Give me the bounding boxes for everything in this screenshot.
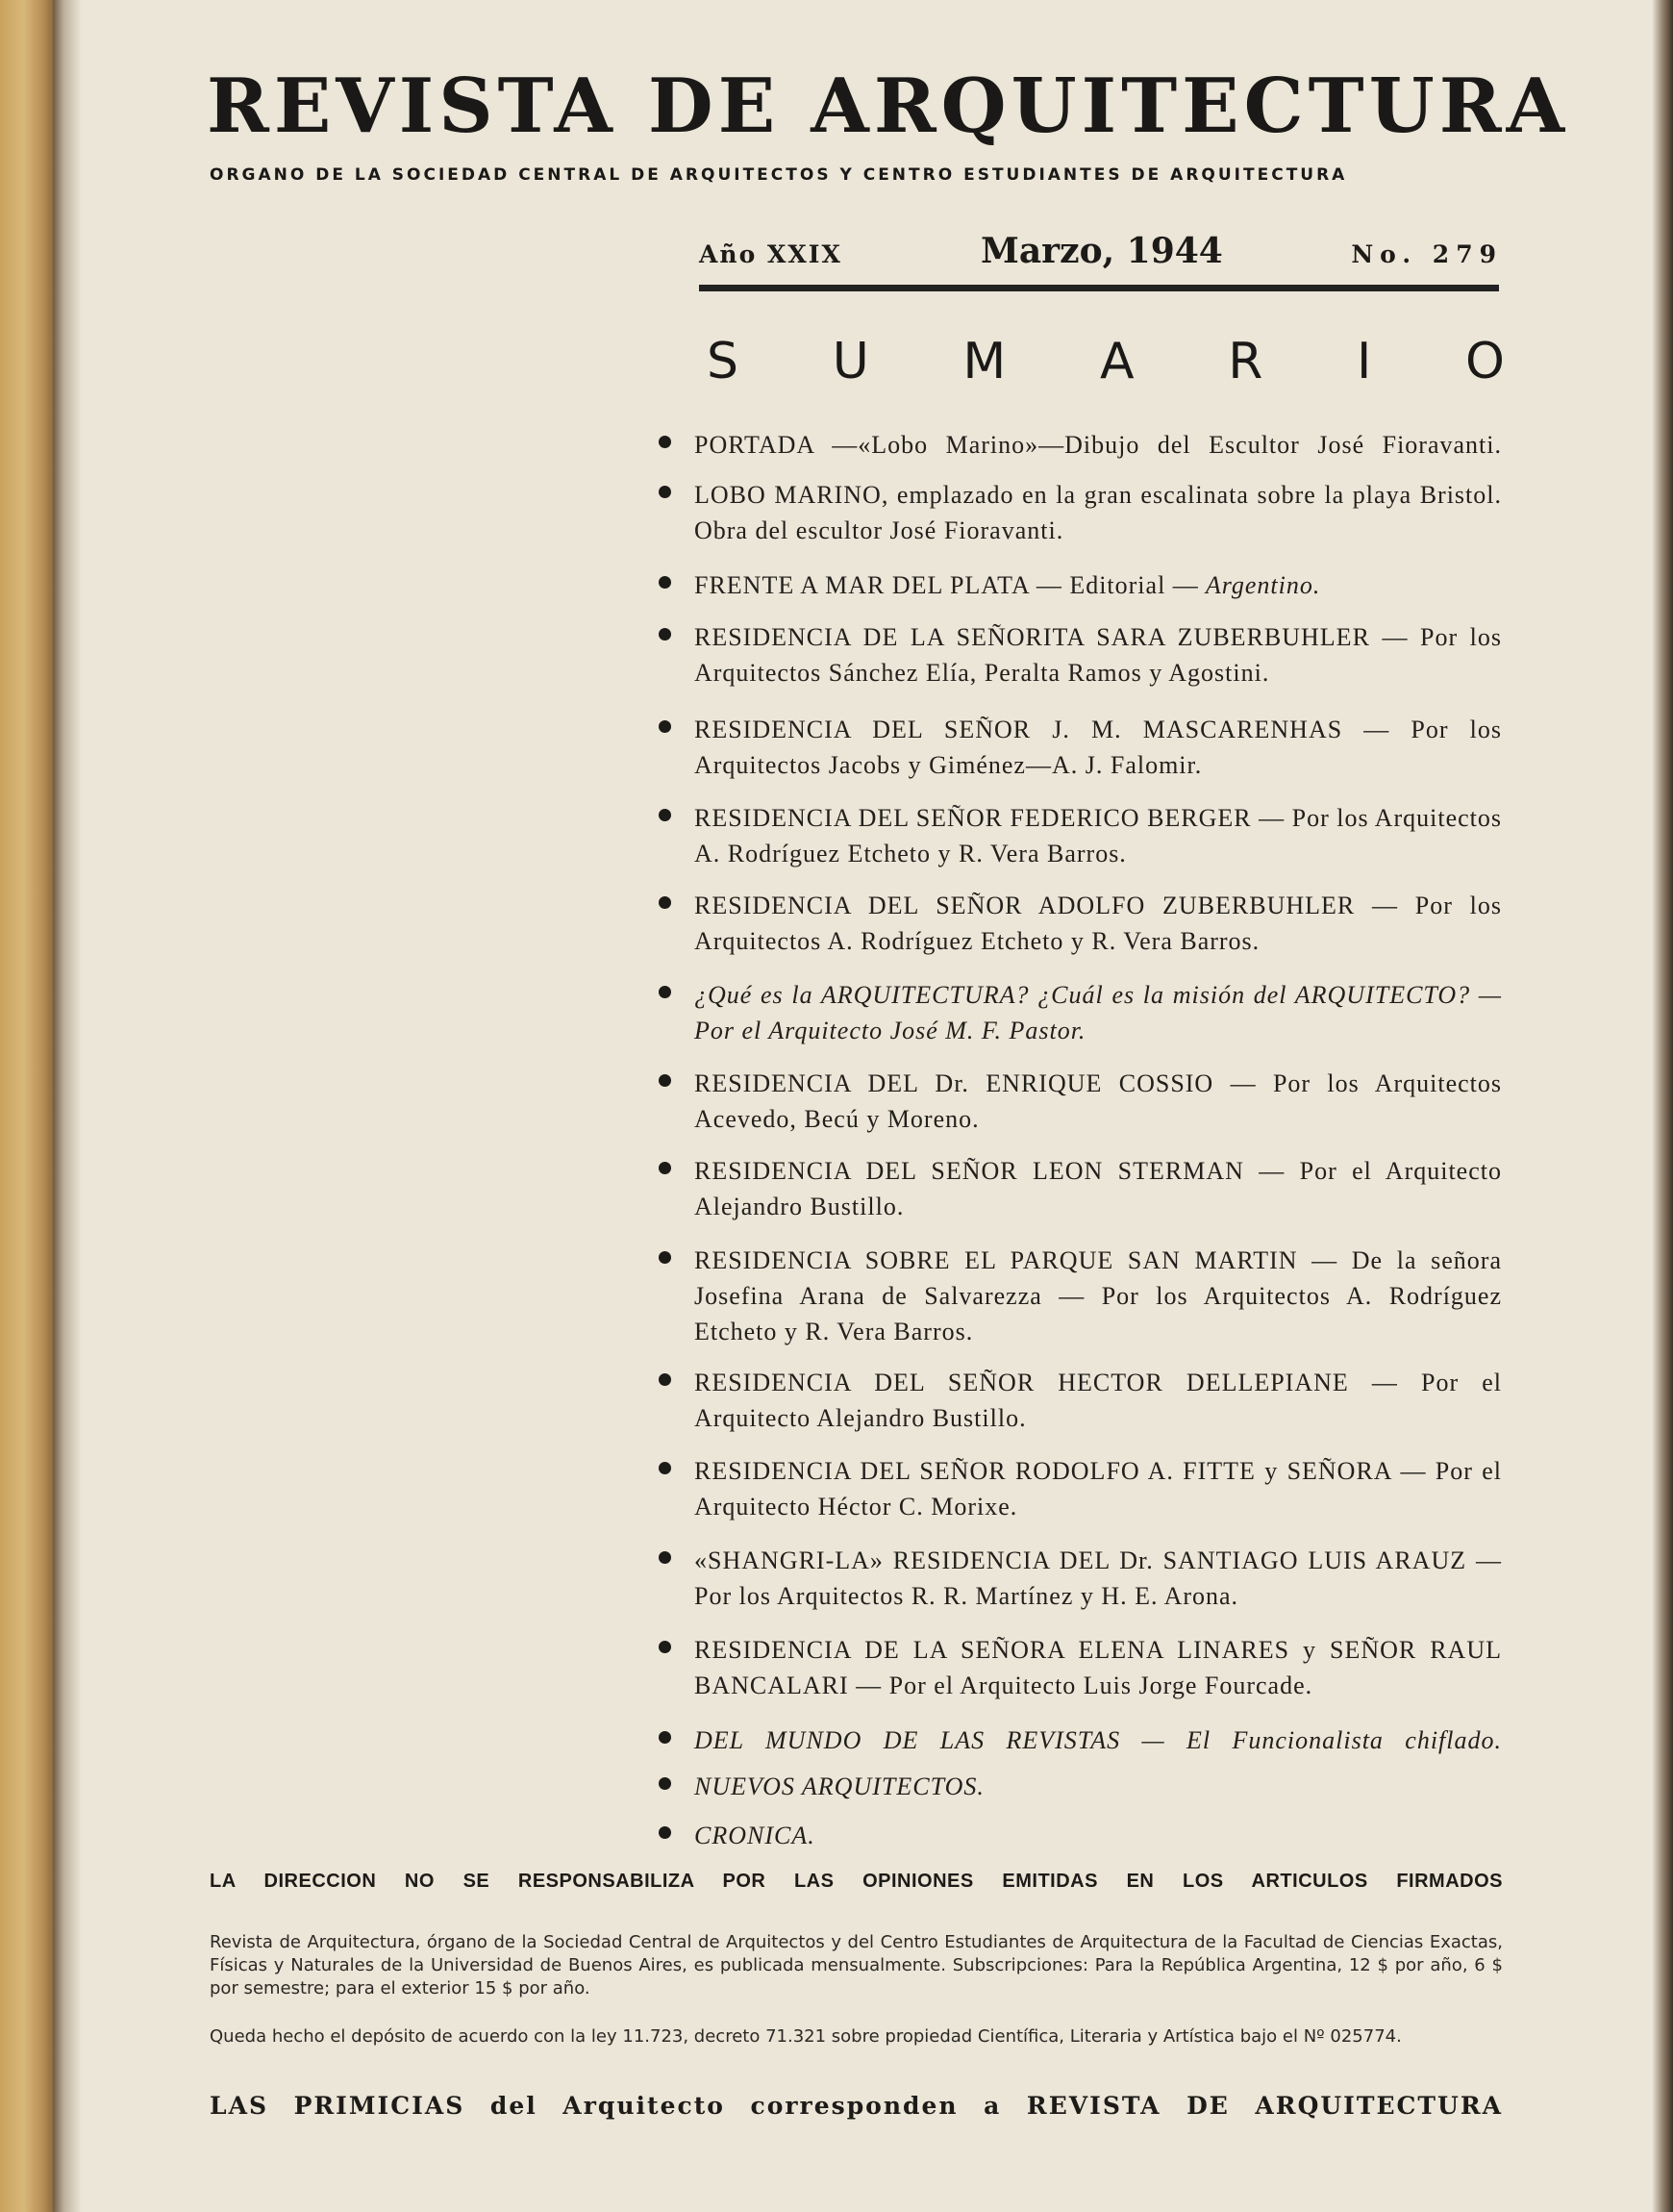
toc-entry-text: RESIDENCIA DE LA SEÑORITA SARA ZUBERBUHLER — Por los Arquitectos Sánchez Elía, Peralta Ramos y Agostini. [694,623,1502,687]
bullet-icon [659,1162,671,1174]
toc-entry-text: DEL MUNDO DE LAS REVISTAS — El Funcionalista chiflado. [694,1726,1502,1754]
sumario-letter: S [707,333,739,390]
toc-entry-italic: Argentino. [1198,571,1321,599]
bullet-icon [659,1731,671,1744]
sumario-letter: I [1357,333,1372,390]
bullet-icon [659,1641,671,1653]
bullet-icon [659,1074,671,1087]
toc-entry-text: RESIDENCIA DEL SEÑOR J. M. MASCARENHAS — Por los Arquitectos Jacobs y Giménez—A. J. Falomir. [694,716,1502,779]
toc-entry-text [694,567,1502,603]
magazine-title: REVISTA DE ARQUITECTURA [207,63,1570,150]
bullet-icon [659,1777,671,1790]
toc-entry-main: FRENTE A MAR DEL PLATA — Editorial — [694,571,1199,599]
bullet-icon [659,1551,671,1564]
sumario-letter: O [1465,333,1505,390]
legal-deposit-info: Queda hecho el depósito de acuerdo con la ley 11.723, decreto 71.321 sobre propiedad Científica, Literaria y Artística bajo el Nº 025774. [210,2026,1402,2047]
toc-entry-text: PORTADA —«Lobo Marino»—Dibujo del Escultor José Fioravanti. [694,431,1502,459]
publication-info: Revista de Arquitectura, órgano de la Sociedad Central de Arquitectos y del Centro Estudiantes de Arquitectura de la Facultad de Ciencias Exactas, Físicas y Naturales de la Universidad de Buenos Aires, es publicada mensualmente. Subscripciones: Para la República Argentina, 12 $ por año, 6 $ por semestre; para el exterior 15 $ por año. [210,1932,1503,1998]
toc-entry-text: ¿Qué es la ARQUITECTURA? ¿Cuál es la misión del ARQUITECTO? — Por el Arquitecto José M. F. Pastor. [694,981,1502,1044]
toc-entry-text: RESIDENCIA SOBRE EL PARQUE SAN MARTIN — De la señora Josefina Arana de Salvarezza — Por los Arquitectos A. Rodríguez Etcheto y R. Vera Barros. [694,1246,1502,1345]
bullet-icon [659,720,671,733]
issue-number: No. 279 [1351,240,1503,268]
bullet-icon [659,896,671,909]
bullet-icon [659,1251,671,1264]
bullet-icon [659,628,671,641]
toc-entry-text: NUEVOS ARQUITECTOS. [694,1772,985,1800]
toc-entry-text: RESIDENCIA DEL SEÑOR RODOLFO A. FITTE y SEÑORA — Por el Arquitecto Héctor C. Morixe. [694,1457,1502,1521]
toc-entry-text: CRONICA. [694,1822,815,1849]
bullet-icon [659,1826,671,1839]
issue-date: Marzo, 1944 [981,231,1223,271]
magazine-subtitle: ORGANO DE LA SOCIEDAD CENTRAL DE ARQUITECTOS Y CENTRO ESTUDIANTES DE ARQUITECTURA [210,165,1348,185]
toc-entry-text: RESIDENCIA DEL SEÑOR LEON STERMAN — Por el Arquitecto Alejandro Bustillo. [694,1157,1502,1220]
bullet-icon [659,986,671,998]
sumario-letter: R [1228,333,1263,390]
toc-entry-text: RESIDENCIA DE LA SEÑORA ELENA LINARES y SEÑOR RAUL BANCALARI — Por el Arquitecto Luis Jorge Fourcade. [694,1636,1502,1699]
toc-entry-text: LOBO MARINO, emplazado en la gran escalinata sobre la playa Bristol. Obra del escultor José Fioravanti. [694,481,1502,544]
toc-entry-text: RESIDENCIA DEL Dr. ENRIQUE COSSIO — Por los Arquitectos Acevedo, Becú y Moreno. [694,1069,1502,1133]
bullet-icon [659,809,671,821]
toc-entry-text: «SHANGRI-LA» RESIDENCIA DEL Dr. SANTIAGO LUIS ARAUZ — Por los Arquitectos R. R. Martínez y H. E. Arona. [694,1546,1502,1610]
sumario-letter: A [1099,333,1135,390]
bullet-icon [659,576,671,589]
toc-entry-text: RESIDENCIA DEL SEÑOR FEDERICO BERGER — Por los Arquitectos A. Rodríguez Etcheto y R. Vera Barros. [694,804,1502,867]
toc-entry-text: RESIDENCIA DEL SEÑOR HECTOR DELLEPIANE — Por el Arquitecto Alejandro Bustillo. [694,1369,1502,1432]
issue-year: Año XXIX [699,240,842,268]
primicias-line: LAS PRIMICIAS del Arquitecto corresponden a REVISTA DE ARQUITECTURA [210,2092,1503,2120]
toc-entry-text: RESIDENCIA DEL SEÑOR ADOLFO ZUBERBUHLER — Por los Arquitectos A. Rodríguez Etcheto y R. Vera Barros. [694,892,1502,955]
bullet-icon [659,436,671,448]
bullet-icon [659,1373,671,1386]
bullet-icon [659,1462,671,1474]
editorial-disclaimer: LA DIRECCION NO SE RESPONSABILIZA POR LAS OPINIONES EMITIDAS EN LOS ARTICULOS FIRMADOS [210,1871,1503,1892]
bullet-icon [659,486,671,498]
sumario-letter: U [832,333,869,390]
sumario-letter: M [962,333,1007,390]
